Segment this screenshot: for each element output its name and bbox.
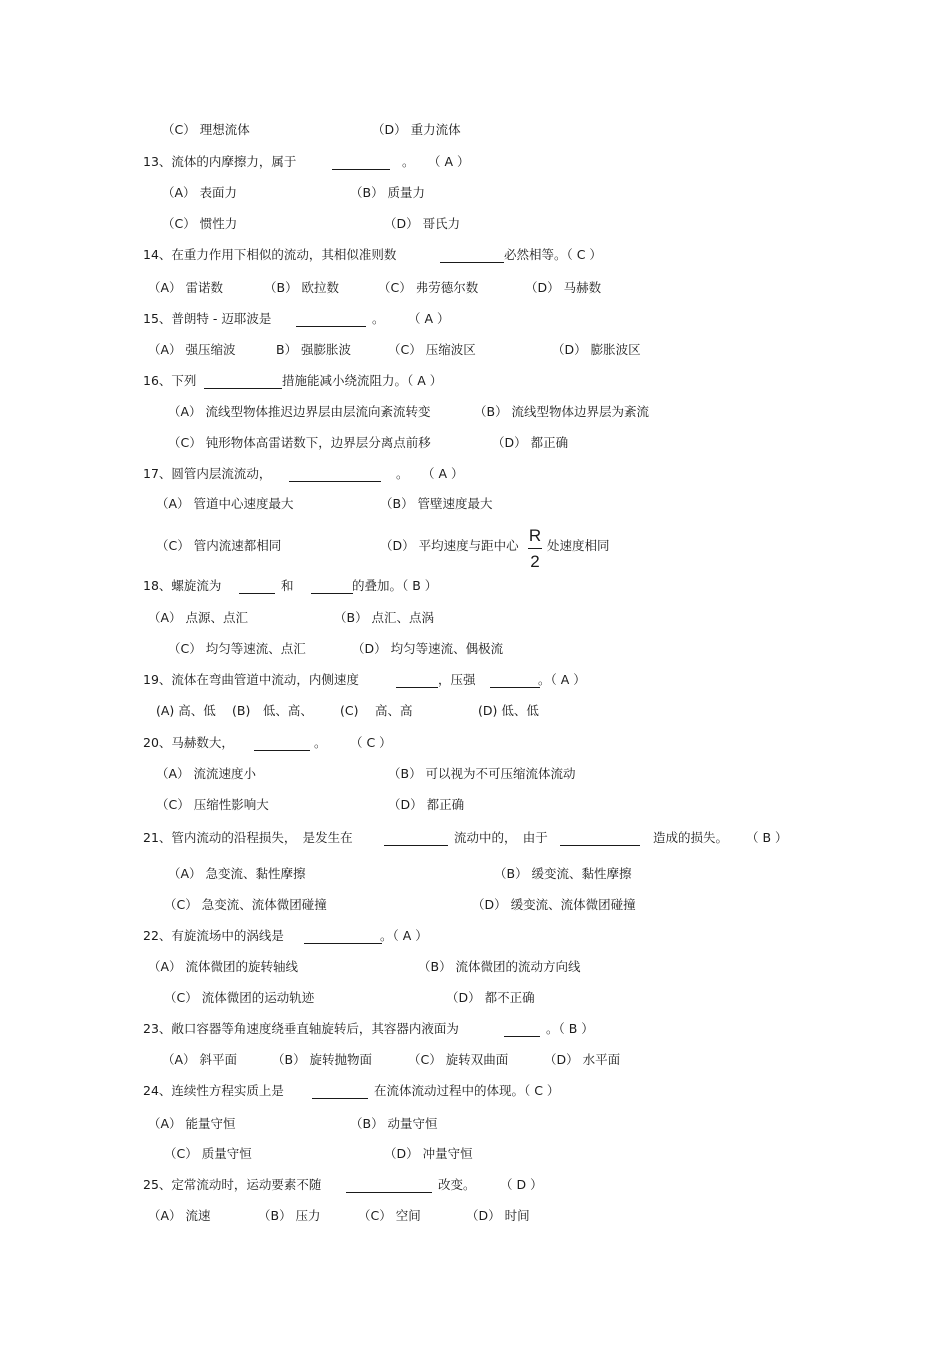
answer-blank [504, 1024, 540, 1037]
fraction-numerator: R [528, 526, 542, 545]
question-22-stem: 22、有旋流场中的涡线是 [143, 928, 284, 943]
question-17-stem: 17、圆管内层流流动， [143, 466, 272, 481]
option-c: (C) 高、高 [340, 703, 413, 718]
answer-key: （ C ） [350, 735, 392, 750]
question-stem-end: 改变。 [438, 1177, 476, 1192]
question-23-stem-end: 。（ B ） [546, 1021, 594, 1036]
question-19-stem: 19、流体在弯曲管道中流动，内侧速度 [143, 672, 359, 687]
option-d: （D） 哥氏力 [384, 216, 461, 231]
question-stem-end: 。 [314, 735, 327, 750]
answer-blank [311, 581, 353, 594]
option-a: （A） 流体微团的旋转轴线 [148, 959, 299, 974]
option-b: （B） 压力 [258, 1208, 321, 1223]
answer-blank [384, 833, 448, 846]
question-15-stem: 15、普朗特 - 迈耶波是 [143, 311, 272, 326]
option-b: （B） 可以视为不可压缩流体流动 [388, 766, 576, 781]
answer-blank [490, 675, 540, 688]
option-c: （C） 压缩性影响大 [156, 797, 269, 812]
question-stem-end: 造成的损失。 [653, 830, 729, 845]
option-c: （C） 空间 [358, 1208, 421, 1223]
question-stem-end: 的叠加。（ B ） [352, 578, 438, 593]
answer-blank [346, 1180, 432, 1193]
option-a: （A） 点源、点汇 [148, 610, 249, 625]
option-a: (A) 高、低 [156, 703, 216, 718]
option-b: （B） 质量力 [350, 185, 426, 200]
option-a: （A） 强压缩波 [148, 342, 236, 357]
option-c: （C） 惯性力 [162, 216, 238, 231]
option-a: （A） 流线型物体推迟边界层由层流向紊流转变 [168, 404, 431, 419]
option-d: （D） 都正确 [388, 797, 465, 812]
question-stem-end: 。 [402, 154, 415, 169]
question-16-stem-end: 措施能减小绕流阻力。（ A ） [282, 373, 443, 388]
question-16-stem: 16、下列 [143, 373, 197, 388]
option-d: （D） 马赫数 [525, 280, 602, 295]
option-a: （A） 流流速度小 [156, 766, 257, 781]
answer-key: （ B ） [746, 830, 788, 845]
answer-blank [239, 581, 275, 594]
option-a: （A） 流速 [148, 1208, 211, 1223]
option-b: （B） 流线型物体边界层为紊流 [474, 404, 650, 419]
option-c: （C） 急变流、流体微团碰撞 [164, 897, 327, 912]
option-b: （B） 流体微团的流动方向线 [418, 959, 581, 974]
option-b: （B） 点汇、点涡 [334, 610, 435, 625]
option-d: （D） 缓变流、流体微团碰撞 [472, 897, 636, 912]
fraction-bar [528, 548, 542, 549]
answer-blank [289, 469, 381, 482]
answer-blank [304, 931, 382, 944]
question-stem-end: 。 [372, 311, 385, 326]
option-b: (B) 低、高、 [232, 703, 313, 718]
answer-blank [560, 833, 640, 846]
question-14-stem: 14、在重力作用下相似的流动，其相似准则数 [143, 247, 397, 262]
option-a: （A） 能量守恒 [148, 1116, 236, 1131]
answer-key: （ A ） [408, 311, 450, 326]
answer-blank [332, 157, 390, 170]
option-d: （D） 都不正确 [446, 990, 535, 1005]
option-d: （D） 均匀等速流、偶极流 [352, 641, 504, 656]
option-d-tail: 处速度相同 [547, 538, 610, 553]
option-c: （C） 均匀等速流、点汇 [168, 641, 306, 656]
option-a: （A） 管道中心速度最大 [156, 496, 294, 511]
option-b: B） 强膨胀波 [276, 342, 352, 357]
option-a: （A） 斜平面 [162, 1052, 238, 1067]
option-d: （D） 膨胀波区 [552, 342, 641, 357]
answer-key: （ D ） [500, 1177, 543, 1192]
option-b: （B） 管壁速度最大 [380, 496, 493, 511]
question-stem-end: 。 [396, 466, 409, 481]
option-d: （D） 平均速度与距中心 [380, 538, 519, 553]
option-b: （B） 欧拉数 [264, 280, 340, 295]
option-d: （D） 冲量守恒 [384, 1146, 473, 1161]
option-d: （D） 时间 [466, 1208, 530, 1223]
answer-key: （ A ） [422, 466, 464, 481]
option-c: （C） 质量守恒 [164, 1146, 252, 1161]
question-stem: 13、流体的内摩擦力，属于 [143, 154, 297, 169]
prev-option-c: （C） 理想流体 [162, 122, 250, 137]
answer-blank [440, 250, 504, 263]
question-24-stem-end: 在流体流动过程中的体现。（ C ） [374, 1083, 560, 1098]
answer-blank [312, 1086, 368, 1099]
option-b: （B） 缓变流、黏性摩擦 [494, 866, 632, 881]
option-c: （C） 流体微团的运动轨迹 [164, 990, 315, 1005]
question-stem-mid: 和 [281, 578, 294, 593]
question-stem-mid: 流动中的， 由于 [454, 830, 548, 845]
option-a: （A） 表面力 [162, 185, 238, 200]
answer-blank [254, 738, 310, 751]
question-14-stem-end: 必然相等。（ C ） [504, 247, 602, 262]
question-stem-end: 。（ A ） [538, 672, 586, 687]
option-c: （C） 旋转双曲面 [408, 1052, 509, 1067]
fraction-denominator: 2 [530, 552, 540, 571]
question-24-stem: 24、连续性方程实质上是 [143, 1083, 284, 1098]
option-a: （A） 雷诺数 [148, 280, 224, 295]
option-d: (D) 低、低 [478, 703, 539, 718]
prev-option-d: （D） 重力流体 [372, 122, 461, 137]
answer-blank [204, 376, 282, 389]
question-13 [143, 154, 296, 170]
option-b: （B） 动量守恒 [350, 1116, 438, 1131]
option-c: （C） 管内流速都相同 [156, 538, 282, 553]
option-d: （D） 都正确 [492, 435, 569, 450]
question-25-stem: 25、定常流动时，运动要素不随 [143, 1177, 322, 1192]
question-21-stem: 21、管内流动的沿程损失， 是发生在 [143, 830, 353, 845]
answer-blank [396, 675, 438, 688]
question-stem-mid: ，压强 [438, 672, 476, 687]
question-23-stem: 23、敞口容器等角速度绕垂直轴旋转后，其容器内液面为 [143, 1021, 459, 1036]
answer-key: （ A ） [428, 154, 470, 169]
question-20-stem: 20、马赫数大， [143, 735, 234, 750]
option-a: （A） 急变流、黏性摩擦 [168, 866, 306, 881]
option-d: （D） 水平面 [544, 1052, 621, 1067]
option-c: （C） 压缩波区 [388, 342, 476, 357]
option-c: （C） 弗劳德尔数 [378, 280, 479, 295]
answer-blank [296, 314, 366, 327]
option-b: （B） 旋转抛物面 [272, 1052, 373, 1067]
question-22-stem-end: 。（ A ） [380, 928, 428, 943]
option-c: （C） 钝形物体高雷诺数下，边界层分离点前移 [168, 435, 431, 450]
question-18-stem: 18、螺旋流为 [143, 578, 222, 593]
